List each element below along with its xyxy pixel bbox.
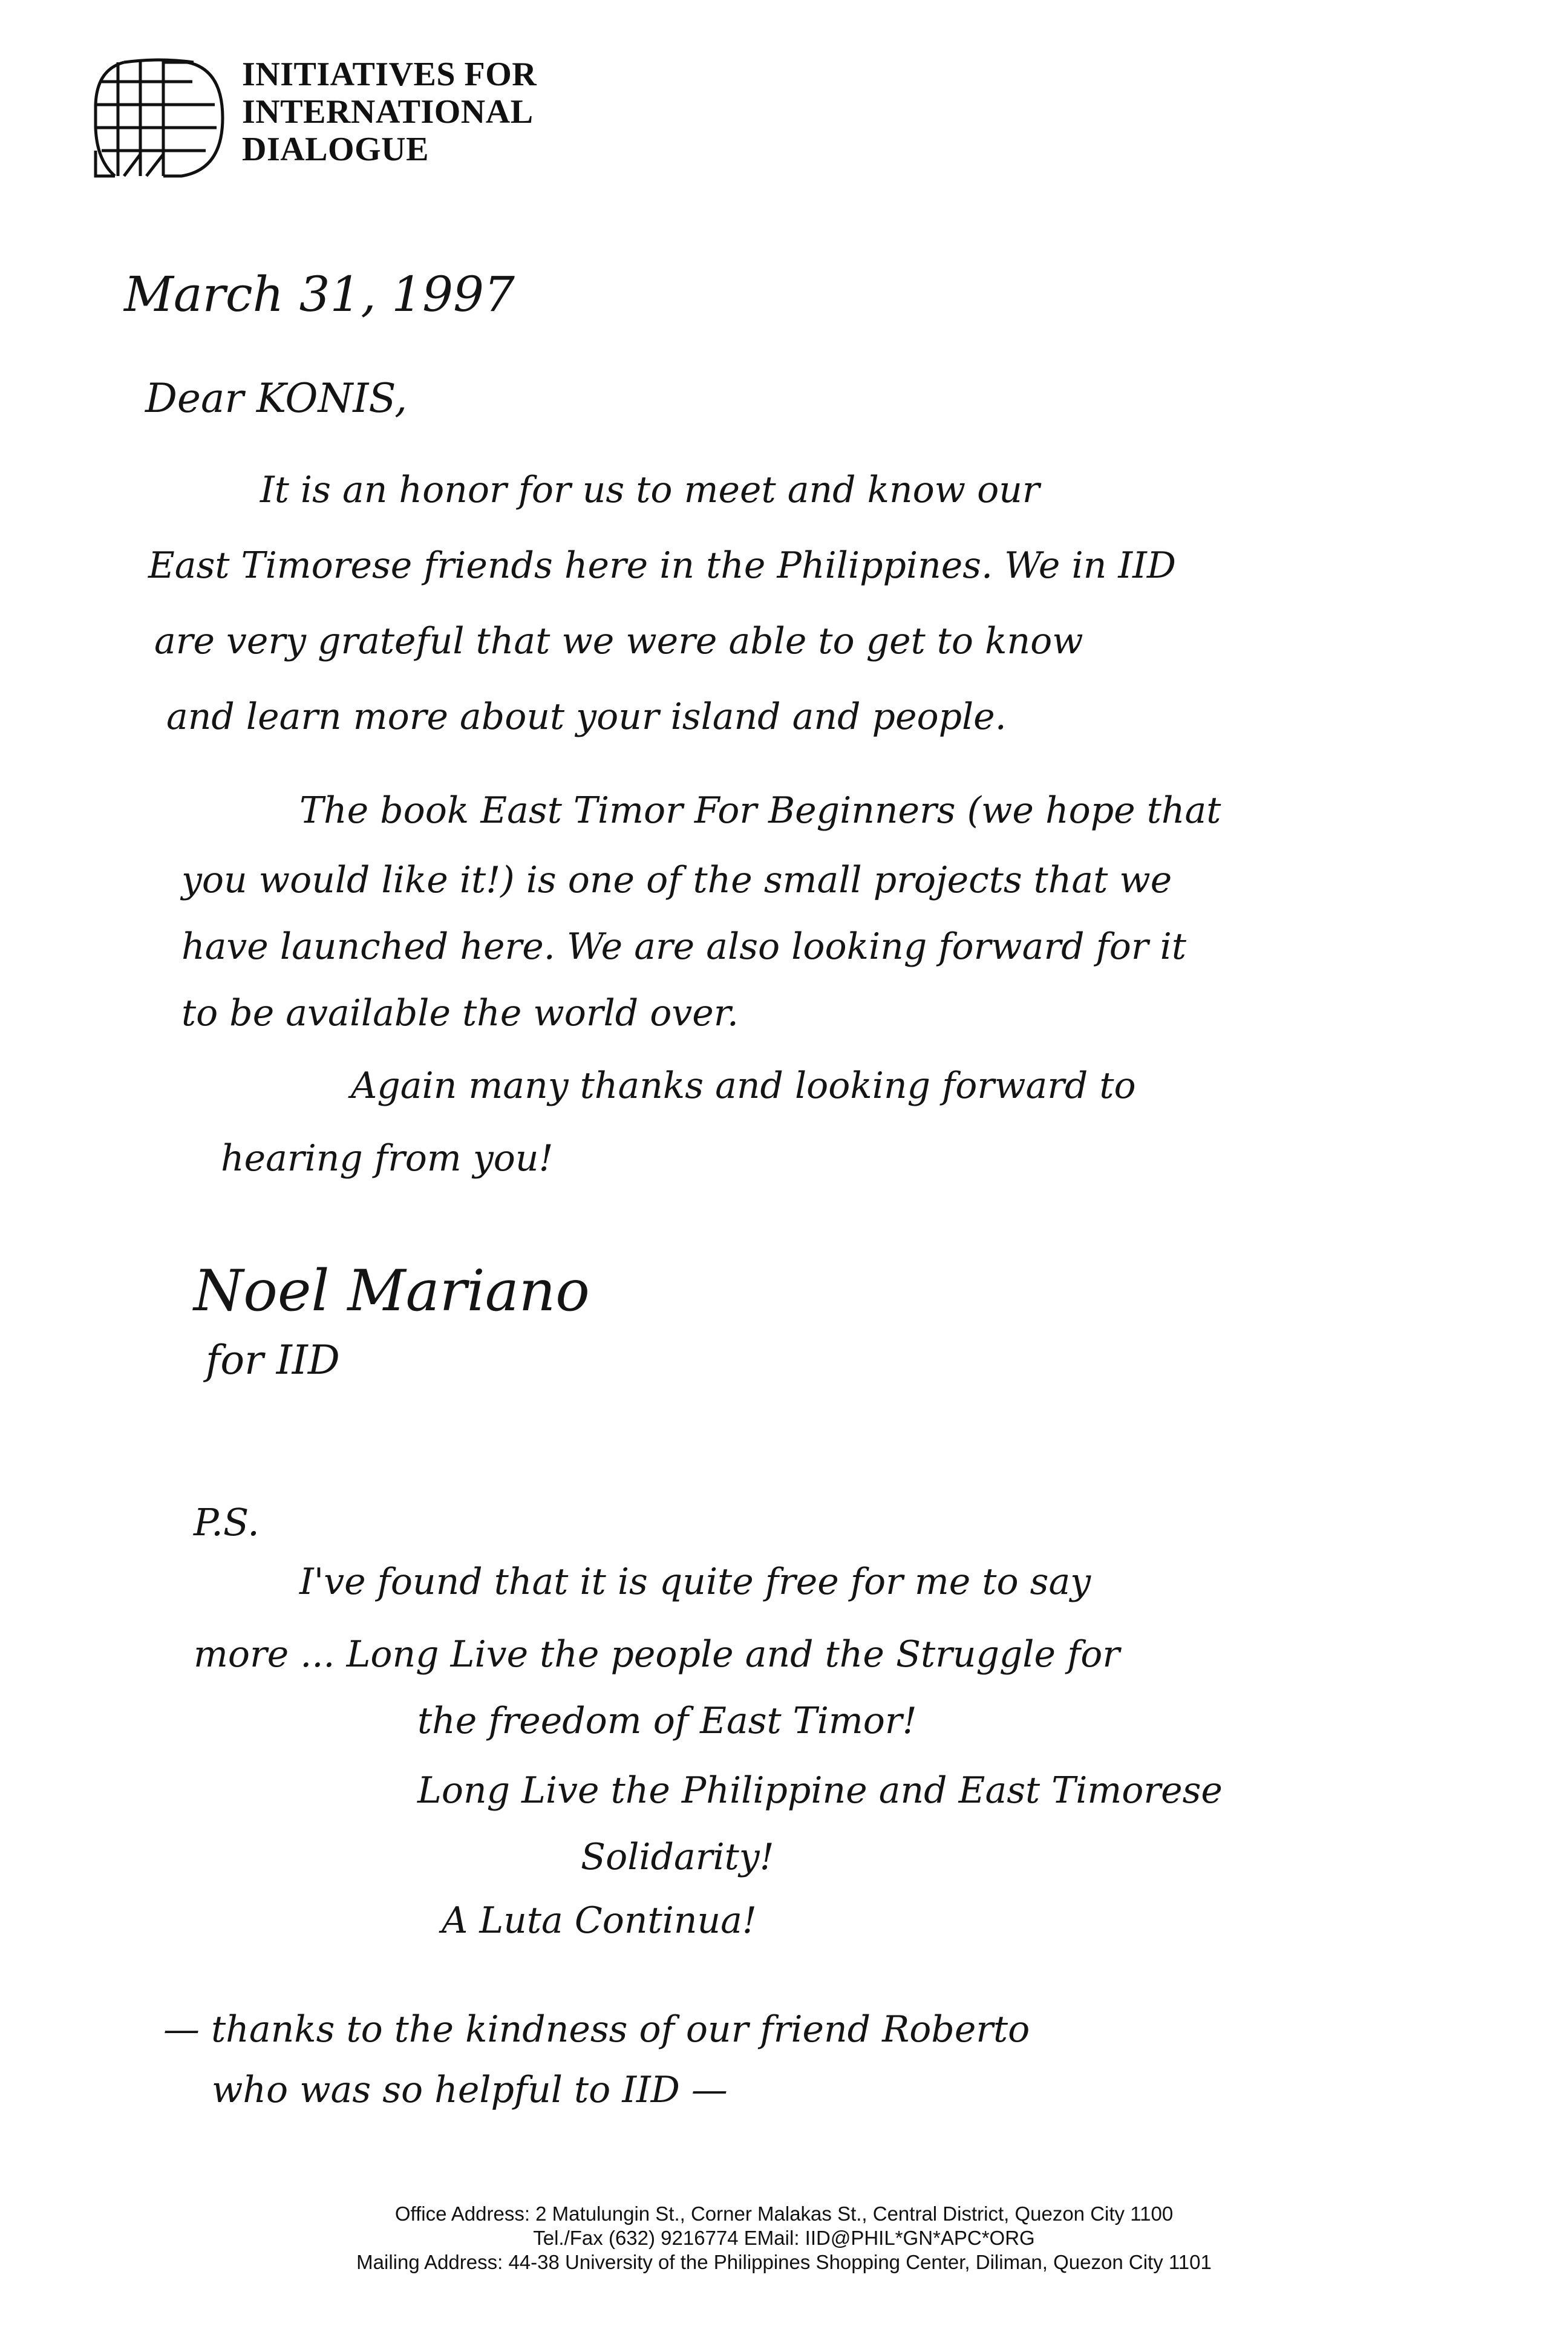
org-name-line-2: INTERNATIONAL xyxy=(242,93,534,131)
paragraph-2-line-2: you would like it!) is one of the small projects that we xyxy=(181,859,1172,901)
signature-name: Noel Mariano xyxy=(194,1258,590,1324)
postscript-line-4: Long Live the Philippine and East Timorese xyxy=(417,1769,1223,1812)
paragraph-1-line-4: and learn more about your island and people. xyxy=(166,696,1007,738)
letter-greeting: Dear KONIS, xyxy=(145,375,408,422)
closing-note-line-1: — thanks to the kindness of our friend Roberto xyxy=(163,2008,1030,2051)
org-name-line-1: INITIATIVES FOR xyxy=(242,56,537,93)
paragraph-3-line-2: hearing from you! xyxy=(221,1137,554,1180)
paragraph-1-line-3: are very grateful that we were able to get to know xyxy=(154,620,1083,662)
closing-note-line-2: who was so helpful to IID — xyxy=(212,2069,728,2111)
iid-globe-logo-icon xyxy=(91,57,227,181)
paragraph-1-line-1: It is an honor for us to meet and know our xyxy=(260,469,1040,511)
postscript-line-3: the freedom of East Timor! xyxy=(417,1700,917,1742)
organization-name xyxy=(242,56,537,168)
postscript-line-5: Solidarity! xyxy=(581,1836,774,1878)
letterhead-footer xyxy=(0,2202,1568,2274)
paragraph-3-line-1: Again many thanks and looking forward to xyxy=(351,1065,1136,1107)
postscript-label: P.S. xyxy=(194,1500,260,1544)
postscript-line-1: I've found that it is quite free for me to say xyxy=(299,1561,1091,1603)
footer-office-address: Office Address: 2 Matulungin St., Corner Malakas St., Central District, Quezon City 1100 xyxy=(394,2202,1174,2225)
org-name-line-3: DIALOGUE xyxy=(242,131,429,168)
paragraph-2-line-3: have launched here. We are also looking forward for it xyxy=(181,926,1186,968)
footer-mailing-address: Mailing Address: 44-38 University of the Philippines Shopping Center, Diliman, Quezon City 1101 xyxy=(356,2251,1212,2273)
footer-contact: Tel./Fax (632) 9216774 EMail: IID@PHIL*GN*APC*ORG xyxy=(533,2227,1035,2249)
paragraph-2-line-4: to be available the world over. xyxy=(181,992,739,1034)
paragraph-1-line-2: East Timorese friends here in the Philippines. We in IID xyxy=(148,544,1176,587)
signature-for: for IID xyxy=(206,1337,340,1383)
postscript-line-6: A Luta Continua! xyxy=(442,1899,757,1942)
paragraph-2-line-1: The book East Timor For Beginners (we hope that xyxy=(299,789,1221,832)
postscript-line-2: more ... Long Live the people and the Struggle for xyxy=(194,1633,1120,1676)
letter-date: March 31, 1997 xyxy=(124,266,515,322)
